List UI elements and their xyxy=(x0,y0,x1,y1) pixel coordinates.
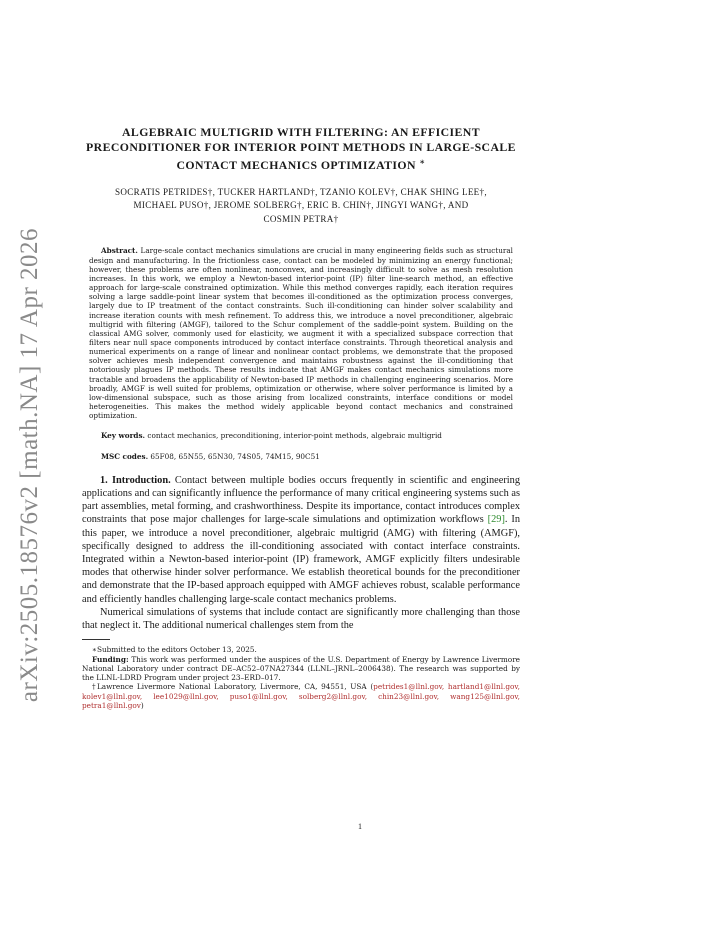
paper-page xyxy=(82,125,520,710)
intro-paragraph-2: Numerical simulations of systems that include contact are significantly more challenging than those that neglect it. The additional numerical challenges stem from the xyxy=(82,606,520,632)
author-line-2: MICHAEL PUSO†, JEROME SOLBERG†, ERIC B. CHIN†, JINGYI WANG†, AND xyxy=(133,200,469,211)
footnote-submitted: ∗Submitted to the editors October 13, 2025. xyxy=(92,645,257,655)
intro-paragraph-1 xyxy=(82,474,520,606)
msc-label: MSC codes. xyxy=(101,451,149,461)
funding-text: This work was performed under the auspices of the U.S. Department of Energy by Lawrence Livermore National Laboratory under contract DE–AC52–07NA27344 (LLNL–JRNL–2006438). The research was supported by the LLNL-LDRD Program under project 23–ERD–017. xyxy=(82,654,520,683)
paper-title xyxy=(82,125,520,173)
author-line-3: COSMIN PETRA† xyxy=(263,213,339,224)
keywords-text: contact mechanics, preconditioning, interior-point methods, algebraic multigrid xyxy=(147,431,442,441)
title-footnote-mark: ∗ xyxy=(419,158,426,166)
abstract-text: Large-scale contact mechanics simulations are crucial in many engineering fields such as structural design and manufacturing. In the frictionless case, contact can be modeled by minimizing an energy functional; however, these problems are often nonlinear, nonconvex, and increasingly difficult to solve as mesh resolution increases. In this work, we employ a Newton-based interior-point (IP) filter line-search method, an effective approach for large-scale constrained optimization. While this method converges rapidly, each iteration requires solving a large saddle-point linear system that becomes ill-conditioned as the optimization process converges, largely due to IP treatment of the contact constraints. Such ill-conditioning can hinder solver scalability and increase iteration counts with mesh refinement. To address this, we introduce a novel preconditioner, algebraic multigrid with filtering (AMGF), tailored to the Schur complement of the saddle-point system. Building on the classical AMG solver, commonly used for elasticity, we augment it with a specialized subspace correction that filters near null space components introduced by contact interface constraints. Through theoretical analysis and numerical experiments on a range of linear and nonlinear contact problems, we demonstrate that the proposed solver achieves mesh independent convergence and maintains robustness against the ill-conditioning that notoriously plagues IP methods. These results indicate that AMGF makes contact mechanics simulations more tractable and broadens the applicability of Newton-based IP methods in challenging engineering scenarios. More broadly, AMGF is well suited for problems, optimization or otherwise, where solver performance is limited by a low-dimensional subspace, such as those arising from localized constraints, interface conditions or model heterogeneities. This makes the method widely applicable beyond contact mechanics and constrained optimization. xyxy=(89,246,513,421)
abstract xyxy=(89,246,513,420)
intro-p1-part-a: Contact between multiple bodies occurs frequently in scientific and engineering applications and can significantly influence the performance of many critical engineering systems such as part assemblies, metal forming, and crashworthiness. Despite its importance, contact introduces complex constraints that pose major challenges for large-scale simulations and optimization workflows xyxy=(82,474,520,526)
keywords-label: Key words. xyxy=(101,431,146,441)
page-number: 1 xyxy=(358,822,362,831)
author-line-1: SOCRATIS PETRIDES†, TUCKER HARTLAND†, TZANIO KOLEV†, CHAK SHING LEE†, xyxy=(115,186,487,197)
author-list xyxy=(82,186,520,227)
citation-link[interactable]: [29] xyxy=(487,514,505,526)
title-text: ALGEBRAIC MULTIGRID WITH FILTERING: AN EFFICIENT PRECONDITIONER FOR INTERIOR POINT METHODS IN LARGE-SCALE CONTACT MECHANICS OPTIMIZATION xyxy=(86,125,516,172)
keywords xyxy=(89,431,513,440)
footnotes xyxy=(82,645,520,710)
arxiv-identifier-stamp xyxy=(10,227,50,703)
footnote-affiliation xyxy=(82,682,520,710)
intro-p1-part-b: . In this paper, we introduce a novel preconditioner, algebraic multigrid (AMG) with filtering (AMGF), specifically designed to address the ill-conditioning associated with contact interface constraints. Integrated within a Newton-based interior-point (IP) framework, AMGF explicitly filters undesirable modes that otherwise hinder solver performance. We establish theoretical bounds for the preconditioner and demonstrate that the IP-based approach equipped with AMGF achieves robust, scalable performance and efficiently handles challenging large-scale contact mechanics problems. xyxy=(82,514,520,605)
msc-codes xyxy=(89,452,513,461)
arxiv-id-text: arXiv:2505.18576v2 [math.NA] 17 Apr 2026 xyxy=(16,227,43,703)
footnote-rule xyxy=(82,639,110,640)
funding-label: Funding: xyxy=(92,654,129,664)
abstract-label: Abstract. xyxy=(101,246,138,256)
section-heading: 1. Introduction. xyxy=(100,474,171,486)
author-email-links[interactable]: petrides1@llnl.gov, hartland1@llnl.gov, kolev1@llnl.gov, lee1029@llnl.gov, puso1@llnl.gov, solberg2@llnl.gov, chin23@llnl.gov, wang125@llnl.gov, petra1@llnl.gov xyxy=(82,682,520,711)
msc-text: 65F08, 65N55, 65N30, 74S05, 74M15, 90C51 xyxy=(150,451,320,461)
affiliation-text: †Lawrence Livermore National Laboratory, Livermore, CA, 94551, USA ( xyxy=(92,682,374,692)
affiliation-close: ) xyxy=(140,701,144,711)
introduction-section xyxy=(82,474,520,632)
footnote-funding xyxy=(82,655,520,683)
